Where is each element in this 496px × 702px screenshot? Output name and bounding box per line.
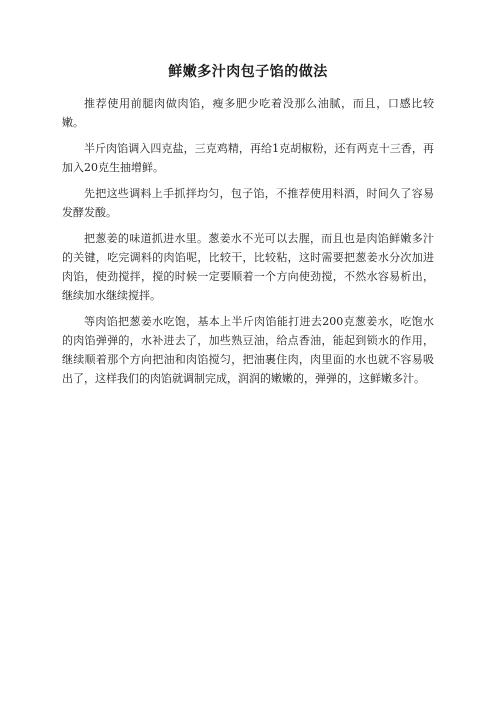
paragraph-3: 先把这些调料上手抓拌均匀，包子馅，不推荐使用料酒，时间久了容易发酵发酸。 xyxy=(62,187,434,219)
paragraph-1: 推荐使用前腿肉做肉馅，瘦多肥少吃着没那么油腻，而且，口感比较嫩。 xyxy=(62,97,434,129)
document-body xyxy=(62,94,434,395)
paragraph-4: 把葱姜的味道抓进水里。葱姜水不光可以去腥，而且也是肉馅鲜嫩多汁的关键，吃完调料的肉馅呢，比较干，比较粘，这时需要把葱姜水分次加进肉馅，使劲搅拌，搅的时候一定要顺着一个方向使劲搅，不然水容易析出，继续加水继续搅拌。 xyxy=(62,232,434,302)
document-title: 鲜嫩多汁肉包子馅的做法 xyxy=(168,64,328,80)
paragraph-2: 半斤肉馅调入四克盐，三克鸡精，再给1克胡椒粉，还有两克十三香，再加入20克生抽增鲜。 xyxy=(62,142,434,174)
paragraph-5: 等肉馅把葱姜水吃饱，基本上半斤肉馅能打进去200克葱姜水，吃饱水的肉馅弹弹的，水补进去了，加些熟豆油，给点香油，能起到锁水的作用，继续顺着那个方向把油和肉馅搅匀，把油裹住肉，肉里面的水也就不容易吸出了，这样我们的肉馅就调制完成，润润的嫩嫩的，弹弹的，这鲜嫩多汁。 xyxy=(62,315,434,385)
